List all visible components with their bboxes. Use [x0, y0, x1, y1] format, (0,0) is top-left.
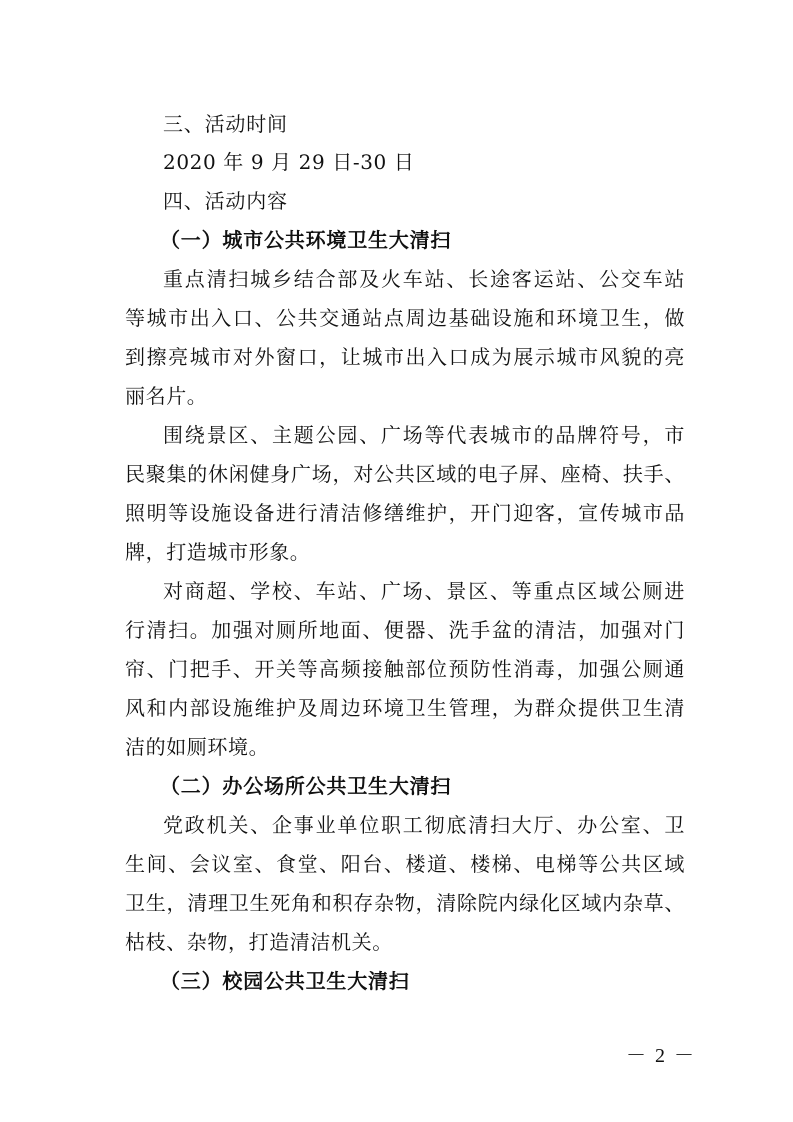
paragraph-line: 等城市出入口、公共交通站点周边基础设施和环境卫生，做 — [125, 306, 685, 330]
paragraph-line: 帘、门把手、开关等高频接触部位预防性消毒，加强公厕通 — [125, 657, 685, 681]
page-number: － 2 － — [626, 1045, 696, 1067]
paragraph-line: 党政机关、企事业单位职工彻底清扫大厅、办公室、卫 — [163, 813, 685, 837]
paragraph-line: 到擦亮城市对外窗口，让城市出入口成为展示城市风貌的亮 — [125, 345, 685, 369]
paragraph-line: 卫生，清理卫生死角和积存杂物，清除院内绿化区域内杂草、 — [125, 891, 685, 915]
paragraph-line: 生间、会议室、食堂、阳台、楼道、楼梯、电梯等公共区域 — [125, 852, 685, 876]
paragraph-line: 重点清扫城乡结合部及火车站、长途客运站、公交车站 — [163, 267, 685, 291]
subheading-office-cleanup: （二）办公场所公共卫生大清扫 — [160, 774, 452, 798]
section-heading-activity-time: 三、活动时间 — [163, 112, 288, 136]
paragraph-line: 丽名片。 — [125, 384, 208, 408]
paragraph-line: 围绕景区、主题公园、广场等代表城市的品牌符号，市 — [163, 423, 685, 447]
paragraph-line: 风和内部设施维护及周边环境卫生管理，为群众提供卫生清 — [125, 696, 685, 720]
paragraph-line: 照明等设施设备进行清洁修缮维护，开门迎客，宣传城市品 — [125, 501, 685, 525]
subheading-city-cleanup: （一）城市公共环境卫生大清扫 — [160, 228, 452, 252]
subheading-campus-cleanup: （三）校园公共卫生大清扫 — [160, 969, 410, 993]
paragraph-line: 行清扫。加强对厕所地面、便器、洗手盆的清洁，加强对门 — [125, 618, 685, 642]
section-heading-activity-content: 四、活动内容 — [163, 189, 288, 213]
paragraph-line: 对商超、学校、车站、广场、景区、等重点区域公厕进 — [163, 579, 685, 603]
paragraph-line: 民聚集的休闲健身广场，对公共区域的电子屏、座椅、扶手、 — [125, 462, 685, 486]
activity-date: 2020 年 9 月 29 日-30 日 — [163, 150, 415, 174]
paragraph-line: 洁的如厕环境。 — [125, 735, 270, 759]
paragraph-line: 枯枝、杂物，打造清洁机关。 — [125, 930, 393, 954]
paragraph-line: 牌，打造城市形象。 — [125, 540, 311, 564]
